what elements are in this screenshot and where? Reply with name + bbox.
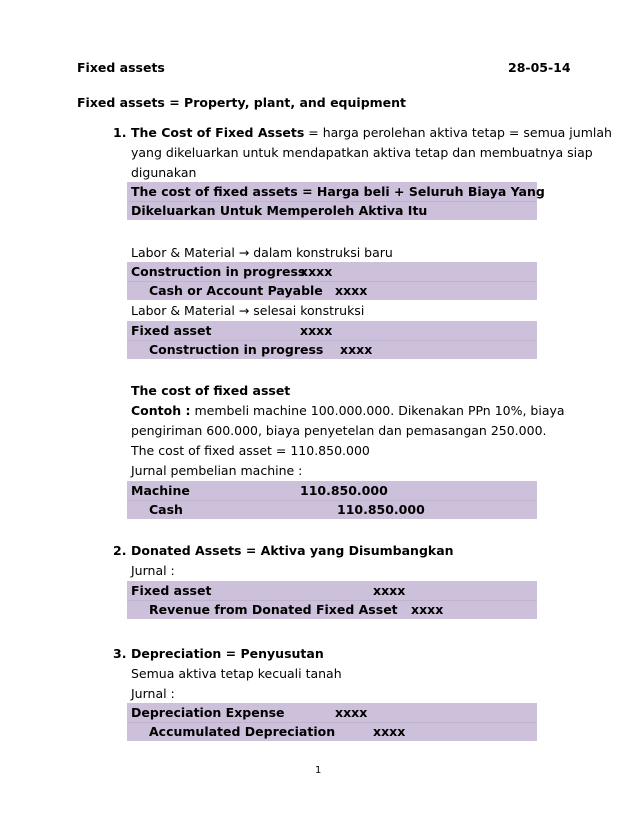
section-3-number: 3. — [113, 646, 127, 661]
journal-3-credit-account: Cash — [149, 502, 183, 517]
journal-1-debit-account: Construction in progress — [131, 264, 306, 279]
example-line-1 — [131, 403, 565, 418]
example-line-2: pengiriman 600.000, biaya penyetelan dan pemasangan 250.000. — [131, 423, 547, 438]
journal-purchase-label: Jurnal pembelian machine : — [131, 463, 303, 478]
section-2-number: 2. — [113, 543, 127, 558]
row-divider — [127, 201, 537, 202]
document-title: Fixed assets — [77, 60, 165, 75]
row-divider — [127, 722, 537, 723]
row-divider — [127, 281, 537, 282]
example-label: Contoh : — [131, 403, 191, 418]
journal-2-credit-amount: xxxx — [340, 342, 373, 357]
formula-line-2: Dikeluarkan Untuk Memperoleh Aktiva Itu — [131, 203, 428, 218]
journal-3-credit-amount: 110.850.000 — [337, 502, 425, 517]
journal-5-debit-amount: xxxx — [335, 705, 368, 720]
labor-material-done: Labor & Material → selesai konstruksi — [131, 303, 365, 318]
section-3-journal-label: Jurnal : — [131, 686, 175, 701]
labor-material-new: Labor & Material → dalam konstruksi baru — [131, 245, 393, 260]
journal-3-debit-amount: 110.850.000 — [300, 483, 388, 498]
journal-2-credit-account: Construction in progress — [149, 342, 324, 357]
row-divider — [127, 340, 537, 341]
journal-5-debit-account: Depreciation Expense — [131, 705, 285, 720]
section-1-title: The Cost of Fixed Assets — [131, 125, 305, 140]
section-1-definition-rest: = harga perolehan aktiva tetap = semua jumlah — [304, 125, 612, 140]
section-1-number: 1. — [113, 125, 127, 140]
section-3-description: Semua aktiva tetap kecuali tanah — [131, 666, 342, 681]
formula-line-1: The cost of fixed assets = Harga beli + Seluruh Biaya Yang — [131, 184, 545, 199]
intro-heading: Fixed assets = Property, plant, and equipment — [77, 95, 407, 110]
document-date: 28-05-14 — [508, 60, 571, 75]
example-text: membeli machine 100.000.000. Dikenakan PPn 10%, biaya — [190, 403, 565, 418]
journal-2-debit-account: Fixed asset — [131, 323, 212, 338]
journal-3-debit-account: Machine — [131, 483, 190, 498]
section-2-title: Donated Assets = Aktiva yang Disumbangkan — [131, 543, 454, 558]
section-1-definition-line-2: yang dikeluarkan untuk mendapatkan aktiva tetap dan membuatnya siap — [131, 145, 593, 160]
journal-4-debit-amount: xxxx — [373, 583, 406, 598]
journal-1-debit-amount: xxxx — [300, 264, 333, 279]
journal-2-debit-amount: xxxx — [300, 323, 333, 338]
section-2-journal-label: Jurnal : — [131, 563, 175, 578]
journal-5-credit-account: Accumulated Depreciation — [149, 724, 336, 739]
page-number: 1 — [315, 765, 322, 776]
section-1-definition-line-3: digunakan — [131, 165, 197, 180]
row-divider — [127, 500, 537, 501]
section-1-definition — [131, 125, 612, 140]
section-3-title: Depreciation = Penyusutan — [131, 646, 324, 661]
journal-1-credit-account: Cash or Account Payable — [149, 283, 323, 298]
cost-of-fixed-asset-heading: The cost of fixed asset — [131, 383, 291, 398]
journal-4-credit-amount: xxxx — [411, 602, 444, 617]
journal-1-credit-amount: xxxx — [335, 283, 368, 298]
journal-5-credit-amount: xxxx — [373, 724, 406, 739]
cost-total: The cost of fixed asset = 110.850.000 — [131, 443, 370, 458]
journal-4-credit-account: Revenue from Donated Fixed Asset — [149, 602, 398, 617]
journal-4-debit-account: Fixed asset — [131, 583, 212, 598]
row-divider — [127, 600, 537, 601]
